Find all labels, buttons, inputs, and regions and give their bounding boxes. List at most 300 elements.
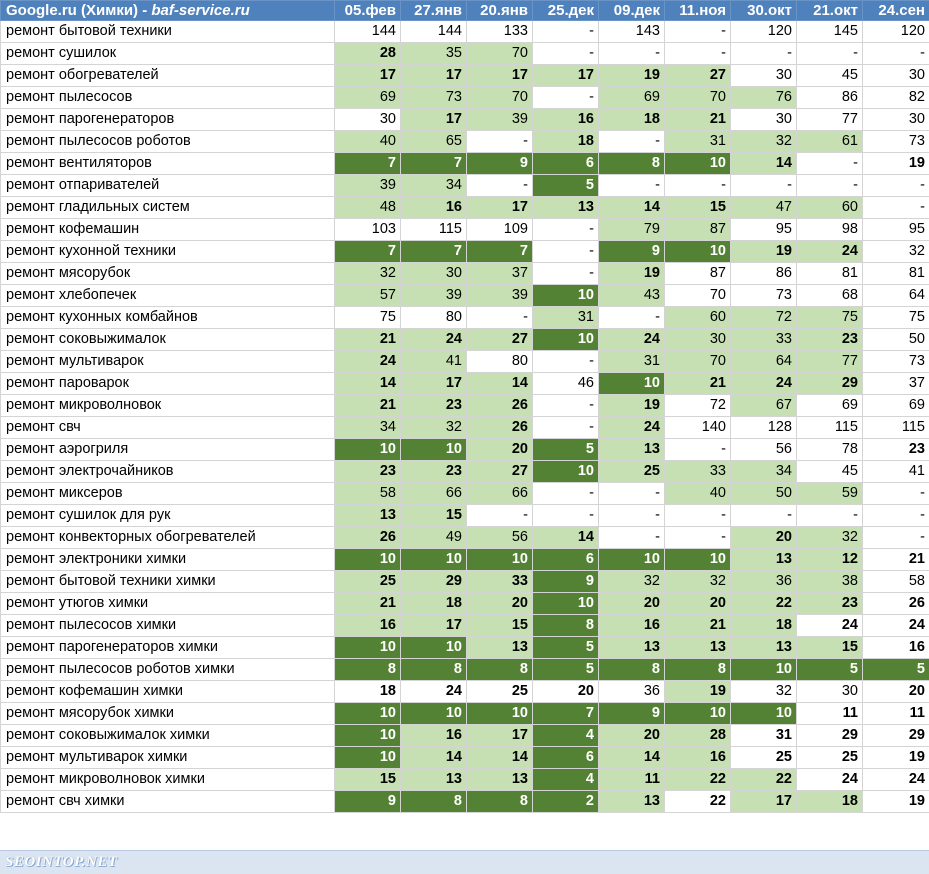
position-cell[interactable]: 73 xyxy=(401,87,467,109)
position-cell[interactable]: 9 xyxy=(467,153,533,175)
position-cell[interactable]: 24 xyxy=(797,615,863,637)
position-cell[interactable]: 20 xyxy=(599,725,665,747)
position-cell[interactable]: - xyxy=(863,43,929,65)
position-cell[interactable]: - xyxy=(665,175,731,197)
position-cell[interactable]: 36 xyxy=(731,571,797,593)
position-cell[interactable]: 77 xyxy=(797,109,863,131)
position-cell[interactable]: 19 xyxy=(863,791,929,813)
position-cell[interactable]: 30 xyxy=(401,263,467,285)
keyword-cell[interactable]: ремонт гладильных систем xyxy=(1,197,335,219)
position-cell[interactable]: 10 xyxy=(467,549,533,571)
position-cell[interactable]: 46 xyxy=(533,373,599,395)
position-cell[interactable]: 21 xyxy=(665,373,731,395)
position-cell[interactable]: 64 xyxy=(731,351,797,373)
position-cell[interactable]: 10 xyxy=(335,703,401,725)
position-cell[interactable]: 73 xyxy=(863,131,929,153)
position-cell[interactable]: 69 xyxy=(335,87,401,109)
position-cell[interactable]: 25 xyxy=(467,681,533,703)
date-header[interactable]: 09.дек xyxy=(599,1,665,21)
position-cell[interactable]: - xyxy=(533,395,599,417)
position-cell[interactable]: 30 xyxy=(863,109,929,131)
position-cell[interactable]: 5 xyxy=(863,659,929,681)
position-cell[interactable]: 58 xyxy=(863,571,929,593)
date-header[interactable]: 27.янв xyxy=(401,1,467,21)
position-cell[interactable]: 8 xyxy=(467,659,533,681)
position-cell[interactable]: 11 xyxy=(797,703,863,725)
position-cell[interactable]: 10 xyxy=(665,703,731,725)
position-cell[interactable]: 34 xyxy=(731,461,797,483)
position-cell[interactable]: - xyxy=(731,175,797,197)
keyword-cell[interactable]: ремонт электроники химки xyxy=(1,549,335,571)
position-cell[interactable]: 18 xyxy=(335,681,401,703)
position-cell[interactable]: 7 xyxy=(335,241,401,263)
position-cell[interactable]: 10 xyxy=(599,373,665,395)
keyword-cell[interactable]: ремонт отпаривателей xyxy=(1,175,335,197)
position-cell[interactable]: 115 xyxy=(863,417,929,439)
position-cell[interactable]: - xyxy=(599,505,665,527)
position-cell[interactable]: 18 xyxy=(599,109,665,131)
position-cell[interactable]: 13 xyxy=(731,637,797,659)
position-cell[interactable]: 16 xyxy=(599,615,665,637)
position-cell[interactable]: 18 xyxy=(401,593,467,615)
position-cell[interactable]: 9 xyxy=(599,703,665,725)
date-header[interactable]: 24.сен xyxy=(863,1,929,21)
keyword-cell[interactable]: ремонт свч xyxy=(1,417,335,439)
position-cell[interactable]: 133 xyxy=(467,21,533,43)
position-cell[interactable]: 24 xyxy=(401,681,467,703)
position-cell[interactable]: 45 xyxy=(797,65,863,87)
position-cell[interactable]: 24 xyxy=(863,769,929,791)
position-cell[interactable]: 120 xyxy=(731,21,797,43)
keyword-cell[interactable]: ремонт мясорубок химки xyxy=(1,703,335,725)
position-cell[interactable]: 33 xyxy=(467,571,533,593)
position-cell[interactable]: 14 xyxy=(467,747,533,769)
date-header[interactable]: 11.ноя xyxy=(665,1,731,21)
position-cell[interactable]: 60 xyxy=(665,307,731,329)
position-cell[interactable]: - xyxy=(533,483,599,505)
position-cell[interactable]: 24 xyxy=(863,615,929,637)
position-cell[interactable]: 6 xyxy=(533,549,599,571)
position-cell[interactable]: 115 xyxy=(797,417,863,439)
position-cell[interactable]: 24 xyxy=(797,769,863,791)
position-cell[interactable]: 8 xyxy=(599,153,665,175)
position-cell[interactable]: 23 xyxy=(863,439,929,461)
date-header[interactable]: 21.окт xyxy=(797,1,863,21)
position-cell[interactable]: 27 xyxy=(665,65,731,87)
position-cell[interactable]: 10 xyxy=(401,439,467,461)
position-cell[interactable]: 27 xyxy=(467,329,533,351)
position-cell[interactable]: 61 xyxy=(797,131,863,153)
position-cell[interactable]: 21 xyxy=(665,109,731,131)
position-cell[interactable]: - xyxy=(599,527,665,549)
position-cell[interactable]: 20 xyxy=(467,593,533,615)
position-cell[interactable]: 29 xyxy=(797,373,863,395)
position-cell[interactable]: - xyxy=(863,197,929,219)
position-cell[interactable]: 41 xyxy=(401,351,467,373)
keyword-cell[interactable]: ремонт кофемашин xyxy=(1,219,335,241)
position-cell[interactable]: 58 xyxy=(335,483,401,505)
position-cell[interactable]: 20 xyxy=(533,681,599,703)
position-cell[interactable]: 24 xyxy=(401,329,467,351)
position-cell[interactable]: 4 xyxy=(533,725,599,747)
position-cell[interactable]: 70 xyxy=(665,87,731,109)
position-cell[interactable]: - xyxy=(533,417,599,439)
position-cell[interactable]: 59 xyxy=(797,483,863,505)
position-cell[interactable]: 20 xyxy=(665,593,731,615)
position-cell[interactable]: - xyxy=(467,131,533,153)
position-cell[interactable]: 25 xyxy=(599,461,665,483)
keyword-cell[interactable]: ремонт электрочайников xyxy=(1,461,335,483)
position-cell[interactable]: 19 xyxy=(863,153,929,175)
position-cell[interactable]: 16 xyxy=(533,109,599,131)
position-cell[interactable]: 36 xyxy=(599,681,665,703)
position-cell[interactable]: 24 xyxy=(335,351,401,373)
position-cell[interactable]: 16 xyxy=(863,637,929,659)
position-cell[interactable]: - xyxy=(797,153,863,175)
position-cell[interactable]: - xyxy=(797,175,863,197)
keyword-cell[interactable]: ремонт мультиварок химки xyxy=(1,747,335,769)
position-cell[interactable]: 39 xyxy=(467,109,533,131)
position-cell[interactable]: 48 xyxy=(335,197,401,219)
position-cell[interactable]: 49 xyxy=(401,527,467,549)
position-cell[interactable]: - xyxy=(533,219,599,241)
position-cell[interactable]: 10 xyxy=(335,439,401,461)
position-cell[interactable]: 19 xyxy=(863,747,929,769)
position-cell[interactable]: 23 xyxy=(335,461,401,483)
position-cell[interactable]: 11 xyxy=(863,703,929,725)
position-cell[interactable]: 82 xyxy=(863,87,929,109)
position-cell[interactable]: 50 xyxy=(731,483,797,505)
position-cell[interactable]: - xyxy=(533,87,599,109)
position-cell[interactable]: 34 xyxy=(335,417,401,439)
date-header[interactable]: 25.дек xyxy=(533,1,599,21)
position-cell[interactable]: 144 xyxy=(401,21,467,43)
position-cell[interactable]: 26 xyxy=(863,593,929,615)
position-cell[interactable]: 8 xyxy=(599,659,665,681)
position-cell[interactable]: 60 xyxy=(797,197,863,219)
position-cell[interactable]: 23 xyxy=(401,461,467,483)
position-cell[interactable]: 7 xyxy=(401,153,467,175)
position-cell[interactable]: 19 xyxy=(731,241,797,263)
position-cell[interactable]: 14 xyxy=(533,527,599,549)
position-cell[interactable]: 14 xyxy=(401,747,467,769)
position-cell[interactable]: 10 xyxy=(665,153,731,175)
position-cell[interactable]: 7 xyxy=(533,703,599,725)
position-cell[interactable]: 13 xyxy=(335,505,401,527)
position-cell[interactable]: 65 xyxy=(401,131,467,153)
keyword-cell[interactable]: ремонт парогенераторов xyxy=(1,109,335,131)
date-header[interactable]: 20.янв xyxy=(467,1,533,21)
keyword-cell[interactable]: ремонт конвекторных обогревателей xyxy=(1,527,335,549)
position-cell[interactable]: 86 xyxy=(731,263,797,285)
position-cell[interactable]: 26 xyxy=(467,417,533,439)
position-cell[interactable]: 24 xyxy=(599,329,665,351)
position-cell[interactable]: 17 xyxy=(533,65,599,87)
position-cell[interactable]: 47 xyxy=(731,197,797,219)
position-cell[interactable]: 66 xyxy=(401,483,467,505)
position-cell[interactable]: 33 xyxy=(665,461,731,483)
keyword-cell[interactable]: ремонт свч химки xyxy=(1,791,335,813)
position-cell[interactable]: 22 xyxy=(731,769,797,791)
position-cell[interactable]: 15 xyxy=(797,637,863,659)
position-cell[interactable]: 38 xyxy=(797,571,863,593)
position-cell[interactable]: 21 xyxy=(335,395,401,417)
position-cell[interactable]: 39 xyxy=(401,285,467,307)
position-cell[interactable]: 13 xyxy=(731,549,797,571)
position-cell[interactable]: 31 xyxy=(665,131,731,153)
position-cell[interactable]: 30 xyxy=(797,681,863,703)
position-cell[interactable]: 8 xyxy=(401,659,467,681)
position-cell[interactable]: 5 xyxy=(533,439,599,461)
position-cell[interactable]: 128 xyxy=(731,417,797,439)
position-cell[interactable]: 75 xyxy=(335,307,401,329)
keyword-cell[interactable]: ремонт парогенераторов химки xyxy=(1,637,335,659)
position-cell[interactable]: 10 xyxy=(665,241,731,263)
keyword-cell[interactable]: ремонт бытовой техники химки xyxy=(1,571,335,593)
position-cell[interactable]: 31 xyxy=(533,307,599,329)
position-cell[interactable]: - xyxy=(599,307,665,329)
position-cell[interactable]: 33 xyxy=(731,329,797,351)
position-cell[interactable]: 80 xyxy=(467,351,533,373)
position-cell[interactable]: 17 xyxy=(401,65,467,87)
position-cell[interactable]: 14 xyxy=(599,747,665,769)
position-cell[interactable]: 23 xyxy=(401,395,467,417)
position-cell[interactable]: 13 xyxy=(599,791,665,813)
position-cell[interactable]: 68 xyxy=(797,285,863,307)
position-cell[interactable]: 27 xyxy=(467,461,533,483)
position-cell[interactable]: 7 xyxy=(335,153,401,175)
keyword-cell[interactable]: ремонт пылесосов химки xyxy=(1,615,335,637)
position-cell[interactable]: - xyxy=(467,307,533,329)
position-cell[interactable]: - xyxy=(533,241,599,263)
keyword-cell[interactable]: ремонт вентиляторов xyxy=(1,153,335,175)
position-cell[interactable]: 26 xyxy=(467,395,533,417)
position-cell[interactable]: 80 xyxy=(401,307,467,329)
position-cell[interactable]: 17 xyxy=(401,109,467,131)
position-cell[interactable]: 57 xyxy=(335,285,401,307)
position-cell[interactable]: - xyxy=(599,483,665,505)
position-cell[interactable]: 22 xyxy=(665,769,731,791)
position-cell[interactable]: 23 xyxy=(797,593,863,615)
position-cell[interactable]: 86 xyxy=(797,87,863,109)
position-cell[interactable]: 32 xyxy=(599,571,665,593)
position-cell[interactable]: 70 xyxy=(665,351,731,373)
position-cell[interactable]: 21 xyxy=(863,549,929,571)
position-cell[interactable]: 21 xyxy=(335,593,401,615)
position-cell[interactable]: - xyxy=(533,505,599,527)
position-cell[interactable]: 18 xyxy=(797,791,863,813)
position-cell[interactable]: 67 xyxy=(731,395,797,417)
position-cell[interactable]: 10 xyxy=(731,703,797,725)
position-cell[interactable]: 87 xyxy=(665,219,731,241)
position-cell[interactable]: 16 xyxy=(401,725,467,747)
position-cell[interactable]: 13 xyxy=(401,769,467,791)
position-cell[interactable]: 32 xyxy=(665,571,731,593)
position-cell[interactable]: - xyxy=(797,43,863,65)
position-cell[interactable]: 28 xyxy=(665,725,731,747)
position-cell[interactable]: 43 xyxy=(599,285,665,307)
position-cell[interactable]: 24 xyxy=(599,417,665,439)
position-cell[interactable]: 30 xyxy=(731,65,797,87)
position-cell[interactable]: 32 xyxy=(401,417,467,439)
keyword-cell[interactable]: ремонт пылесосов роботов химки xyxy=(1,659,335,681)
position-cell[interactable]: 70 xyxy=(467,87,533,109)
position-cell[interactable]: 29 xyxy=(863,725,929,747)
position-cell[interactable]: 8 xyxy=(665,659,731,681)
position-cell[interactable]: 14 xyxy=(731,153,797,175)
position-cell[interactable]: 41 xyxy=(863,461,929,483)
position-cell[interactable]: 75 xyxy=(797,307,863,329)
position-cell[interactable]: 70 xyxy=(467,43,533,65)
position-cell[interactable]: 95 xyxy=(731,219,797,241)
position-cell[interactable]: 87 xyxy=(665,263,731,285)
position-cell[interactable]: 37 xyxy=(467,263,533,285)
position-cell[interactable]: - xyxy=(467,175,533,197)
position-cell[interactable]: 103 xyxy=(335,219,401,241)
position-cell[interactable]: 10 xyxy=(335,549,401,571)
position-cell[interactable]: 13 xyxy=(467,637,533,659)
position-cell[interactable]: 66 xyxy=(467,483,533,505)
position-cell[interactable]: 140 xyxy=(665,417,731,439)
keyword-cell[interactable]: ремонт микроволновок xyxy=(1,395,335,417)
position-cell[interactable]: - xyxy=(665,21,731,43)
position-cell[interactable]: 5 xyxy=(533,175,599,197)
position-cell[interactable]: - xyxy=(731,43,797,65)
position-cell[interactable]: 17 xyxy=(401,615,467,637)
position-cell[interactable]: 70 xyxy=(665,285,731,307)
keyword-cell[interactable]: ремонт мясорубок xyxy=(1,263,335,285)
position-cell[interactable]: - xyxy=(863,505,929,527)
keyword-cell[interactable]: ремонт обогревателей xyxy=(1,65,335,87)
position-cell[interactable]: 79 xyxy=(599,219,665,241)
position-cell[interactable]: 19 xyxy=(599,65,665,87)
position-cell[interactable]: - xyxy=(665,439,731,461)
position-cell[interactable]: 24 xyxy=(731,373,797,395)
position-cell[interactable]: 77 xyxy=(797,351,863,373)
position-cell[interactable]: 37 xyxy=(863,373,929,395)
keyword-cell[interactable]: ремонт сушилок xyxy=(1,43,335,65)
position-cell[interactable]: 73 xyxy=(731,285,797,307)
position-cell[interactable]: 72 xyxy=(665,395,731,417)
position-cell[interactable]: - xyxy=(863,483,929,505)
position-cell[interactable]: 19 xyxy=(599,395,665,417)
position-cell[interactable]: 13 xyxy=(599,439,665,461)
position-cell[interactable]: 25 xyxy=(731,747,797,769)
position-cell[interactable]: - xyxy=(863,527,929,549)
position-cell[interactable]: 22 xyxy=(665,791,731,813)
position-cell[interactable]: 7 xyxy=(401,241,467,263)
position-cell[interactable]: - xyxy=(533,21,599,43)
position-cell[interactable]: 25 xyxy=(335,571,401,593)
position-cell[interactable]: 16 xyxy=(401,197,467,219)
position-cell[interactable]: 10 xyxy=(401,549,467,571)
position-cell[interactable]: 18 xyxy=(533,131,599,153)
position-cell[interactable]: 4 xyxy=(533,769,599,791)
position-cell[interactable]: 11 xyxy=(599,769,665,791)
position-cell[interactable]: 34 xyxy=(401,175,467,197)
position-cell[interactable]: 9 xyxy=(599,241,665,263)
position-cell[interactable]: - xyxy=(599,175,665,197)
position-cell[interactable]: 22 xyxy=(731,593,797,615)
position-cell[interactable]: 13 xyxy=(599,637,665,659)
position-cell[interactable]: 31 xyxy=(731,725,797,747)
position-cell[interactable]: 10 xyxy=(533,329,599,351)
position-cell[interactable]: 120 xyxy=(863,21,929,43)
position-cell[interactable]: 28 xyxy=(335,43,401,65)
position-cell[interactable]: 5 xyxy=(533,637,599,659)
position-cell[interactable]: 25 xyxy=(797,747,863,769)
keyword-cell[interactable]: ремонт пылесосов xyxy=(1,87,335,109)
position-cell[interactable]: 8 xyxy=(401,791,467,813)
position-cell[interactable]: 10 xyxy=(599,549,665,571)
keyword-cell[interactable]: ремонт кофемашин химки xyxy=(1,681,335,703)
position-cell[interactable]: 24 xyxy=(797,241,863,263)
position-cell[interactable]: 15 xyxy=(665,197,731,219)
position-cell[interactable]: - xyxy=(797,505,863,527)
position-cell[interactable]: 10 xyxy=(533,285,599,307)
position-cell[interactable]: 13 xyxy=(467,769,533,791)
position-cell[interactable]: 8 xyxy=(533,615,599,637)
position-cell[interactable]: 144 xyxy=(335,21,401,43)
header-title[interactable] xyxy=(1,1,335,21)
position-cell[interactable]: 81 xyxy=(863,263,929,285)
position-cell[interactable]: 14 xyxy=(335,373,401,395)
position-cell[interactable]: 5 xyxy=(533,659,599,681)
position-cell[interactable]: 21 xyxy=(665,615,731,637)
position-cell[interactable]: 20 xyxy=(599,593,665,615)
keyword-cell[interactable]: ремонт аэрогриля xyxy=(1,439,335,461)
position-cell[interactable]: 29 xyxy=(401,571,467,593)
position-cell[interactable]: 78 xyxy=(797,439,863,461)
position-cell[interactable]: 19 xyxy=(599,263,665,285)
position-cell[interactable]: 76 xyxy=(731,87,797,109)
position-cell[interactable]: 40 xyxy=(665,483,731,505)
position-cell[interactable]: 40 xyxy=(335,131,401,153)
position-cell[interactable]: 109 xyxy=(467,219,533,241)
position-cell[interactable]: 10 xyxy=(467,703,533,725)
position-cell[interactable]: 23 xyxy=(797,329,863,351)
position-cell[interactable]: 73 xyxy=(863,351,929,373)
date-header[interactable]: 05.фев xyxy=(335,1,401,21)
position-cell[interactable]: 56 xyxy=(467,527,533,549)
position-cell[interactable]: 98 xyxy=(797,219,863,241)
keyword-cell[interactable]: ремонт микроволновок химки xyxy=(1,769,335,791)
position-cell[interactable]: 17 xyxy=(401,373,467,395)
position-cell[interactable]: 31 xyxy=(599,351,665,373)
position-cell[interactable]: 81 xyxy=(797,263,863,285)
position-cell[interactable]: 10 xyxy=(533,461,599,483)
position-cell[interactable]: 7 xyxy=(467,241,533,263)
position-cell[interactable]: 39 xyxy=(467,285,533,307)
position-cell[interactable]: 21 xyxy=(335,329,401,351)
position-cell[interactable]: 10 xyxy=(335,725,401,747)
position-cell[interactable]: 13 xyxy=(665,637,731,659)
keyword-cell[interactable]: ремонт кухонных комбайнов xyxy=(1,307,335,329)
position-cell[interactable]: 56 xyxy=(731,439,797,461)
position-cell[interactable]: 2 xyxy=(533,791,599,813)
position-cell[interactable]: - xyxy=(599,43,665,65)
date-header[interactable]: 30.окт xyxy=(731,1,797,21)
position-cell[interactable]: 95 xyxy=(863,219,929,241)
keyword-cell[interactable]: ремонт утюгов химки xyxy=(1,593,335,615)
position-cell[interactable]: 32 xyxy=(863,241,929,263)
position-cell[interactable]: 64 xyxy=(863,285,929,307)
position-cell[interactable]: 50 xyxy=(863,329,929,351)
position-cell[interactable]: 30 xyxy=(731,109,797,131)
position-cell[interactable]: 8 xyxy=(335,659,401,681)
position-cell[interactable]: 145 xyxy=(797,21,863,43)
keyword-cell[interactable]: ремонт пароварок xyxy=(1,373,335,395)
